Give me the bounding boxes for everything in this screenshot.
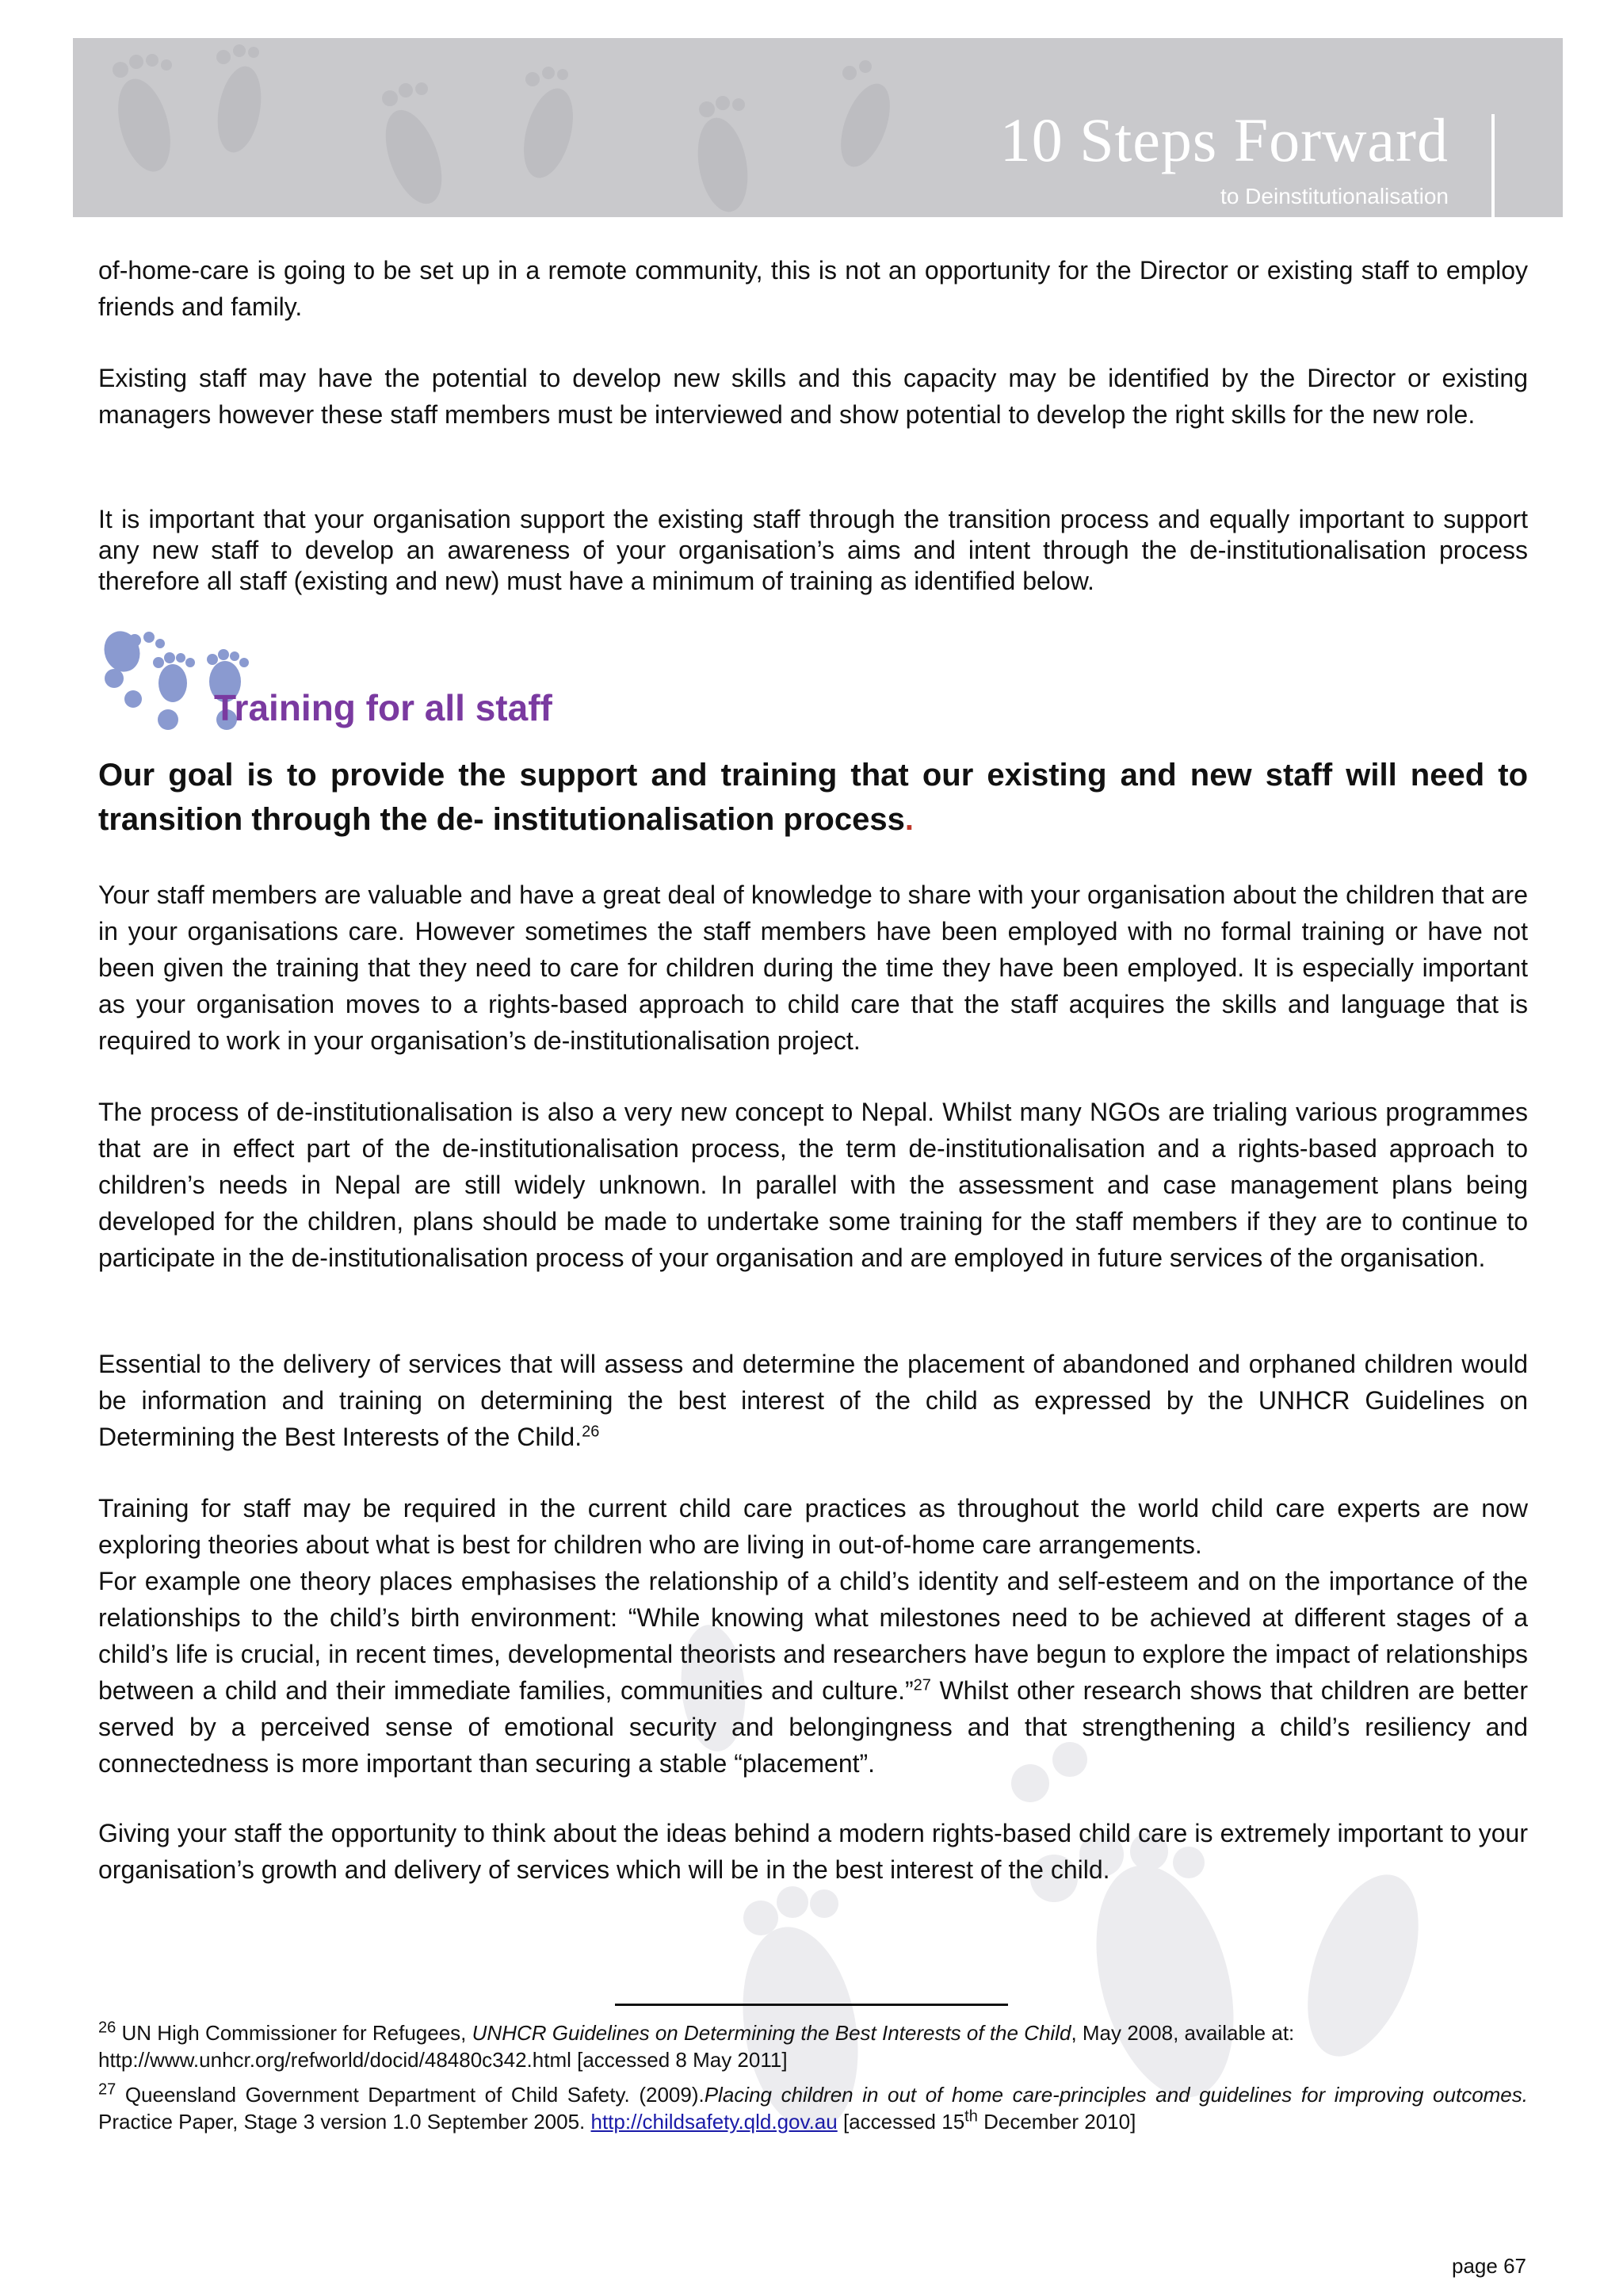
page-number: page 67 <box>1452 2254 1526 2278</box>
section-title: Training for all staff <box>214 687 552 728</box>
footnote-ref: 27 <box>913 1676 931 1694</box>
footnote-title: Placing children in out of home care-principles and guidelines for improving outcomes. <box>704 2083 1528 2107</box>
footnote-text: Queensland Government Department of Child Safety. (2009). <box>116 2083 705 2107</box>
footnote-separator <box>615 2004 1008 2006</box>
paragraph: of-home-care is going to be set up in a remote community, this is not an opportunity for the Director or existing staff to employ friends and family. <box>98 256 1528 321</box>
footnote-text: [accessed 15 <box>837 2110 965 2134</box>
paragraph <box>98 1346 1528 1455</box>
paragraph <box>98 1563 1528 1782</box>
footnote-text: Practice Paper, Stage 3 version 1.0 September 2005. <box>98 2110 591 2134</box>
intro-paragraphs <box>98 252 1528 325</box>
paragraph: Training for staff may be required in the current child care practices as throughout the world child care experts are now exploring theories about what is best for children who are living in out-of-home care arrangements. <box>98 1494 1528 1559</box>
paragraph: Giving your staff the opportunity to think about the ideas behind a modern rights-based child care is extremely important to your organisation’s growth and delivery of services which will be in the best interest of the child. <box>98 1819 1528 1884</box>
footnote-number: 27 <box>98 2080 116 2099</box>
paragraph: Your staff members are valuable and have a great deal of knowledge to share with your organisation about the children that are in your organisations care. However sometimes the staff members have been employed with no formal training or have not been given the training that they need to care for children during the time they have been employed. It is especially important as your organisation moves to a rights-based approach to child care that the staff acquires the skills and language that is required to work in your organisation’s de-institutionalisation project. <box>98 881 1528 1055</box>
paragraph-text: For example one theory places emphasises the relationship of a child’s identity and self-esteem and on the importance of the relationships to the child’s birth environment: “While knowing what milestones need to be achieved at different stages of a child’s life is crucial, in recent times, developmental theorists and researchers have begun to explore the impact of relationships between a child and their immediate families, communities and culture.” <box>98 1567 1528 1705</box>
footnote-26 <box>98 2019 1528 2073</box>
footnote-link[interactable]: http://childsafety.qld.gov.au <box>590 2110 838 2134</box>
footnote-text: UN High Commissioner for Refugees, <box>116 2021 472 2045</box>
paragraph: The process of de-institutionalisation is also a very new concept to Nepal. Whilst many NGOs are trialing various programmes that are in effect part of the de-institutionalisation process, the term de-institutionalisation and a rights-based approach to children’s needs in Nepal are still widely unknown. In parallel with the assessment and case management plans being developed for the children, plans should be made to undertake some training for the staff members if they are to continue to participate in the de-institutionalisation process of your organisation and are employed in future services of the organisation. <box>98 1098 1528 1272</box>
footnote-title: UNHCR Guidelines on Determining the Best Interests of the Child <box>472 2021 1071 2045</box>
paragraph: It is important that your organisation support the existing staff through the transition process and equally important to support any new staff to develop an awareness of your organisation’s aims and intent through the de-institutionalisation process therefore all staff (existing and new) must have a minimum of training as identified below. <box>98 505 1528 595</box>
paragraph-text: Whilst other research shows that children are better served by a perceived sense of emotional security and belongingness and that strengthening a child’s resiliency and connectedness is more important than securing a stable “placement”. <box>98 1676 1529 1778</box>
banner-subtitle: to Deinstitutionalisation <box>1220 184 1449 208</box>
goal-end: . <box>904 802 914 837</box>
goal-statement <box>98 753 1528 842</box>
goal-text: Our goal is to provide the support and training that our existing and new staff will need to transition through the de- institutionalisation process <box>98 758 1528 837</box>
footnote-sup: th <box>964 2107 978 2126</box>
footnote-27 <box>98 2081 1528 2135</box>
footnote-number: 26 <box>98 2019 116 2037</box>
paragraph: Existing staff may have the potential to develop new skills and this capacity may be identified by the Director or existing managers however these staff members must be interviewed and show potential to develop the right skills for the new role. <box>98 364 1528 429</box>
paragraph-text: Essential to the delivery of services that will assess and determine the placement of abandoned and orphaned children would be information and training on determining the best interest of the child as expressed by the UNHCR Guidelines on Determining the Best Interests of the Child. <box>98 1350 1528 1451</box>
banner-title: 10 Steps Forward <box>999 105 1449 174</box>
footnote-text: December 2010] <box>977 2110 1136 2134</box>
footnote-text: , May 2008, available at: http://www.unhcr.org/refworld/docid/48480c342.html [accessed 8 May 2011] <box>98 2021 1295 2072</box>
footnote-ref: 26 <box>582 1423 600 1441</box>
